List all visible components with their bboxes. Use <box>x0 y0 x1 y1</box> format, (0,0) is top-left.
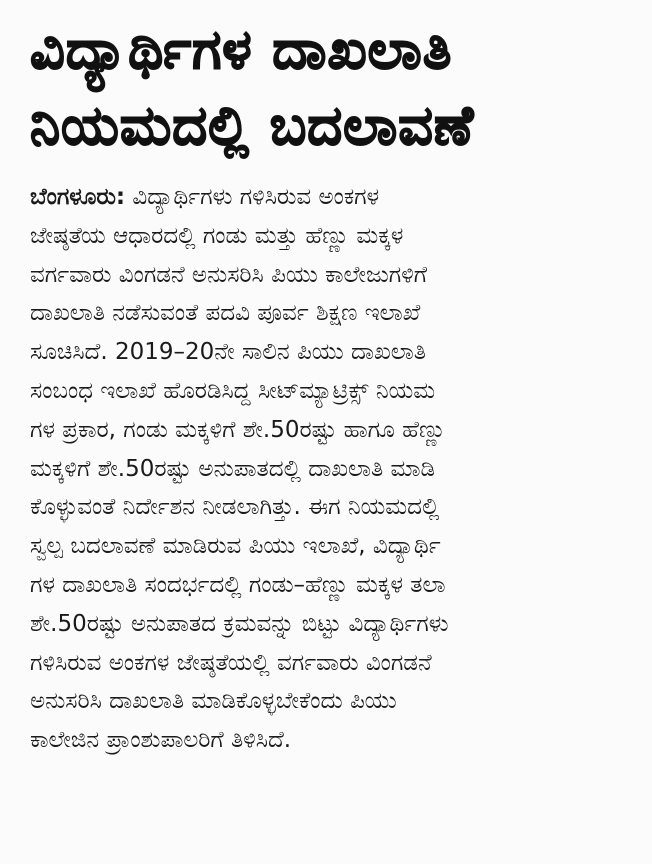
article-line-14: ಅನುಸರಿಸಿ ದಾಖಲಾತಿ ಮಾಡಿಕೊಳ್ಳಬೇಕೆಂದು ಪಿಯು <box>30 688 397 715</box>
headline-line-1: ವಿದ್ಯಾರ್ಥಿಗಳ ದಾಖಲಾತಿ <box>30 18 453 81</box>
article-line-10: ಸ್ವಲ್ಪ ಬದಲಾವಣೆ ಮಾಡಿರುವ ಪಿಯು ಇಲಾಖೆ, ವಿದ್ಯಾರ್ಥಿ <box>30 533 441 560</box>
article-line-9: ಕೊಳ್ಳುವಂತೆ ನಿರ್ದೇಶನ ನೀಡಲಾಗಿತ್ತು. ಈಗ ನಿಯಮದಲ್ಲಿ <box>30 494 440 521</box>
article-body <box>30 178 634 760</box>
article-line-13: ಗಳಿಸಿರುವ ಅಂಕಗಳ ಜೇಷ್ಠತೆಯಲ್ಲಿ ವರ್ಗವಾರು ವಿಂಗಡನೆ <box>30 649 432 676</box>
article-line-7: ಗಳ ಪ್ರಕಾರ, ಗಂಡು ಮಕ್ಕಳಿಗೆ ಶೇ.50ರಷ್ಟು ಹಾಗೂ ಹೆಣ್ಣು <box>30 416 446 443</box>
article-line-3: ವರ್ಗವಾರು ವಿಂಗಡನೆ ಅನುಸರಿಸಿ ಪಿಯು ಕಾಲೇಜುಗಳಿಗೆ <box>30 261 428 288</box>
article-line-8: ಮಕ್ಕಳಿಗೆ ಶೇ.50ರಷ್ಟು ಅನುಪಾತದಲ್ಲಿ ದಾಖಲಾತಿ ಮಾಡಿ <box>30 455 436 482</box>
headline <box>30 12 634 164</box>
article-line-4: ದಾಖಲಾತಿ ನಡೆಸುವಂತೆ ಪದವಿ ಪೂರ್ವ ಶಿಕ್ಷಣ ಇಲಾಖೆ <box>30 300 421 327</box>
article-line-15: ಕಾಲೇಜಿನ ಪ್ರಾಂಶುಪಾಲರಿಗೆ ತಿಳಿಸಿದೆ. <box>30 727 292 754</box>
article-line-11: ಗಳ ದಾಖಲಾತಿ ಸಂದರ್ಭದಲ್ಲಿ ಗಂಡು–ಹೆಣ್ಣು ಮಕ್ಕಳ ತಲಾ <box>30 571 446 598</box>
dateline: ಬೆಂಗಳೂರು: <box>30 184 126 210</box>
article-line-12: ಶೇ.50ರಷ್ಟು ಅನುಪಾತದ ಕ್ರಮವನ್ನು ಬಿಟ್ಟು ವಿದ್ಯಾರ್ಥಿಗಳು <box>30 610 449 637</box>
headline-line-2: ನಿಯಮದಲ್ಲಿ ಬದಲಾವಣೆ <box>30 94 475 157</box>
article-line-1 <box>30 178 379 217</box>
article-line-5: ಸೂಚಿಸಿದೆ. 2019–20ನೇ ಸಾಲಿನ ಪಿಯು ದಾಖಲಾತಿ <box>30 339 426 366</box>
article-line-1-text: ವಿದ್ಯಾರ್ಥಿಗಳು ಗಳಿಸಿರುವ ಅಂಕಗಳ <box>132 184 380 210</box>
article-line-2: ಜೇಷ್ಠತೆಯ ಆಧಾರದಲ್ಲಿ ಗಂಡು ಮತ್ತು ಹೆಣ್ಣು ಮಕ್ಕಳ <box>30 222 404 249</box>
article-line-6: ಸಂಬಂಧ ಇಲಾಖೆ ಹೊರಡಿಸಿದ್ದ ಸೀಟ್‌ಮ್ಯಾಟ್ರಿಕ್ಸ್ ನಿಯಮ <box>30 377 436 404</box>
